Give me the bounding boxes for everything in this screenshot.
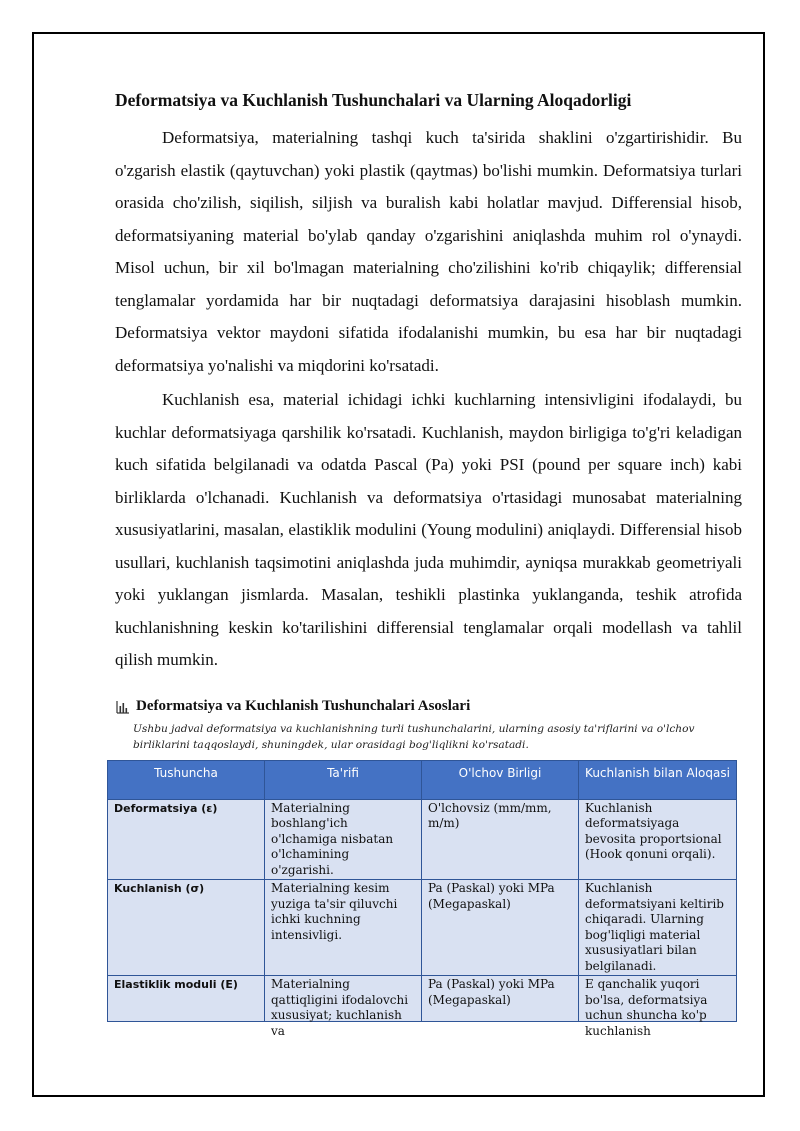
- column-header: Kuchlanish bilan Aloqasi: [579, 760, 737, 799]
- table-cell: Kuchlanish (σ): [108, 880, 265, 976]
- concepts-table: [107, 760, 737, 1038]
- cell-text: Pa (Paskal) yoki MPa (Megapaskal): [428, 977, 555, 1007]
- cell-text: E qanchalik yuqori bo'lsa, deformatsiya uchun shuncha ko'p kuchlanish: [585, 977, 708, 1038]
- table-heading-text: Deformatsiya va Kuchlanish Tushunchalari Asoslari: [136, 697, 471, 714]
- table-cell: Kuchlanish deformatsiyani keltirib chiqaradi. Ularning bog'liqligi material xususiyatlari bilan belgilanadi.: [579, 880, 737, 976]
- cell-text: Materialning qattiqligini ifodalovchi xususiyat; kuchlanish va: [271, 977, 409, 1038]
- paragraph-stress: Kuchlanish esa, material ichidagi ichki kuchlarning intensivligini ifodalaydi, bu kuchlar deformatsiyaga qarshilik ko'rsatadi. Kuchlanish, maydon birligiga to'g'ri keladigan kuch sifatida belgilanadi va odatda Pascal (Pa) yoki PSI (pound per square inch) kabi birliklarda o'lchanadi. Kuchlanish va deformatsiya o'rtasidagi munosabat materialning xususiyatlarini, masalan, elastiklik modulini (Young modulini) aniqlaydi. Differensial hisob usullari, kuchlanish taqsimotini aniqlashda juda muhimdir, ayniqsa murakkab geometriyali yoki yuklangan jismlarda. Masalan, teshikli plastinka yuklanganda, teshik atrofida kuchlanishning keskin ko'tarilishini differensial tenglamalar orqali modellash va tahlil qilish mumkin.: [115, 390, 742, 669]
- table-row: [108, 976, 737, 1022]
- bar-chart-icon: [116, 699, 130, 713]
- column-header: Tushuncha: [108, 760, 265, 799]
- column-header: Ta'rifi: [265, 760, 422, 799]
- table-row: [108, 880, 737, 976]
- table-cell: [265, 976, 422, 1038]
- table-caption: Ushbu jadval deformatsiya va kuchlanishning turli tushunchalarini, ularning asosiy ta'riflarini va o'lchov birliklarini taqqoslaydi, shuningdek, ular orasidagi bog'liqlikni ko'rsatadi.: [133, 722, 695, 751]
- table-cell: Pa (Paskal) yoki MPa (Megapaskal): [422, 880, 579, 976]
- table-cell: Kuchlanish deformatsiyaga bevosita proportsional (Hook qonuni orqali).: [579, 799, 737, 880]
- table-cell: Materialning kesim yuziga ta'sir qiluvchi ichki kuchning intensivligi.: [265, 880, 422, 976]
- document-title: Deformatsiya va Kuchlanish Tushunchalari va Ularning Aloqadorligi: [115, 90, 632, 110]
- table-header-row: [108, 760, 737, 799]
- table-cell: Deformatsiya (ε): [108, 799, 265, 880]
- table-cell: Materialning boshlang'ich o'lchamiga nisbatan o'lchamining o'zgarishi.: [265, 799, 422, 880]
- cell-text: Elastiklik moduli (E): [114, 978, 238, 991]
- column-header: O'lchov Birligi: [422, 760, 579, 799]
- table-heading: [116, 695, 742, 717]
- table-cell: O'lchovsiz (mm/mm, m/m): [422, 799, 579, 880]
- table-cell: [422, 976, 579, 1022]
- paragraph-deformation: Deformatsiya, materialning tashqi kuch ta'sirida shaklini o'zgartirishidir. Bu o'zgarish elastik (qaytuvchan) yoki plastik (qaytmas) bo'lishi mumkin. Deformatsiya turlari orasida cho'zilish, siqilish, siljish va buralish kabi holatlar mavjud. Differensial hisob, deformatsiyaning material bo'ylab qanday o'zgarishini aniqlashda muhim rol o'ynaydi. Misol uchun, bir xil bo'lmagan materialning cho'zilishini ko'rib chiqaylik; differensial tenglamalar yordamida har bir nuqtadagi deformatsiya darajasini hisoblash mumkin. Deformatsiya vektor maydoni sifatida ifodalanishi mumkin, bu esa har bir nuqtadagi deformatsiya yo'nalishi va miqdorini ko'rsatadi.: [115, 128, 742, 375]
- document-body: [114, 80, 742, 1038]
- table-cell: [579, 976, 737, 1038]
- table-row: [108, 799, 737, 880]
- table-cell: [108, 976, 265, 1022]
